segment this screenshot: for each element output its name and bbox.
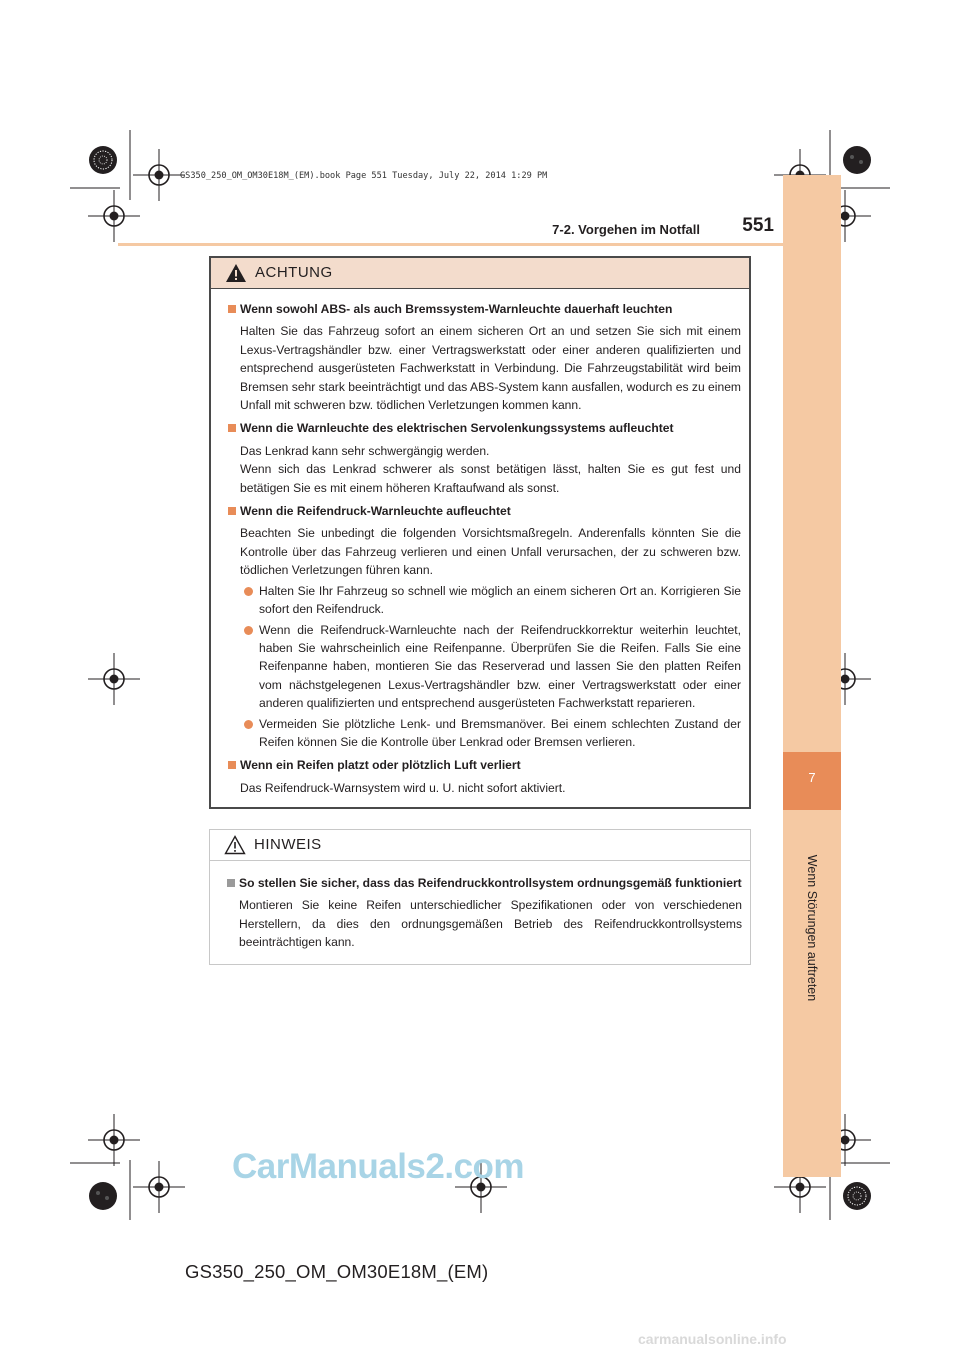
warning-section-title: Wenn ein Reifen platzt oder plötzlich Luft verliert	[228, 756, 741, 774]
warning-box	[209, 256, 751, 809]
page-number: 551	[742, 215, 774, 236]
registration-mark-icon	[88, 1114, 140, 1166]
warning-section-title: Wenn sowohl ABS- als auch Bremssystem-Warnleuchte dauerhaft leuchten	[228, 300, 741, 318]
footer-code: GS350_250_OM_OM30E18M_(EM)	[185, 1261, 489, 1282]
corner-mark-icon	[89, 1182, 117, 1210]
warning-section-title: Wenn die Warnleuchte des elektrischen Servolenkungssystems aufleuchtet	[228, 419, 741, 437]
list-item: Vermeiden Sie plötzliche Lenk- und Bremsmanöver. Bei einem schlechten Zustand der Reifen können Sie die Kontrolle über Lenkrad oder Bremsen verlieren.	[228, 715, 741, 752]
note-paragraph: Montieren Sie keine Reifen unterschiedlicher Spezifikationen oder von verschiedenen Herstellern, da dies den ordnungsgemäßen Betrieb des Reifendruckkontrollsystems beeinträchtigen kann.	[239, 898, 742, 950]
note-title: HINWEIS	[254, 836, 322, 853]
header-rule	[118, 243, 783, 246]
warning-title: ACHTUNG	[255, 264, 333, 281]
section-title: 7-2. Vorgehen im Notfall	[552, 222, 700, 237]
bullet-icon	[244, 626, 253, 635]
watermark: CarManuals2.com	[232, 1147, 525, 1186]
registration-mark-icon	[133, 1161, 185, 1213]
corner-mark-icon	[843, 146, 871, 174]
bullet-icon	[244, 720, 253, 729]
bullet-icon	[244, 587, 253, 596]
note-box	[209, 829, 751, 965]
note-box-header	[210, 830, 750, 861]
warning-box-header	[211, 258, 749, 289]
list-item: Halten Sie Ihr Fahrzeug so schnell wie möglich an einem sicheren Ort an. Korrigieren Sie sofort den Reifendruck.	[228, 582, 741, 619]
warning-content	[228, 300, 741, 797]
corner-mark-icon	[843, 1182, 871, 1210]
registration-mark-icon	[133, 149, 185, 201]
warning-section-title: Wenn die Reifendruck-Warnleuchte aufleuchtet	[228, 502, 741, 520]
warning-paragraph: Das Reifendruck-Warnsystem wird u. U. nicht sofort aktiviert.	[240, 780, 566, 795]
chapter-label: Wenn Störungen auftreten	[805, 854, 819, 1002]
print-slug: GS350_250_OM_OM30E18M_(EM).book Page 551 Tuesday, July 22, 2014 1:29 PM	[180, 171, 548, 181]
note-section-title: So stellen Sie sicher, dass das Reifendruckkontrollsystem ordnungsgemäß funktioniert	[227, 874, 742, 892]
list-item: Wenn die Reifendruck-Warnleuchte nach der Reifendruckkorrektur weiterhin leuchtet, haben Sie wahrscheinlich eine Reifenpanne. Überprüfen Sie die Reifen. Falls Sie eine Reifenpanne haben, montieren Sie das Reserverad und lassen Sie den platten Reifen vom nächstgelegenen Lexus-Vertragshändler bzw. einer Vertragswerkstatt oder einer anderen qualifizierten und entsprechend ausgerüsteten Fachwerkstatt reparieren.	[228, 621, 741, 713]
corner-watermark: carmanualsonline.info	[638, 1331, 787, 1347]
caution-triangle-icon	[224, 835, 246, 855]
registration-mark-icon	[88, 653, 140, 705]
warning-paragraph: Halten Sie das Fahrzeug sofort an einem sicheren Ort an und setzen Sie sich mit einem Lexus-Vertragshändler bzw. einer Vertragswerkstatt oder einer anderen qualifizierten und entsprechend ausgerüsteten Fachwerkstatt in Verbindung. Die Fahrzeugstabilität wird beim Bremsen sehr stark beeinträchtigt und das ABS-System kann ausfallen, wodurch es zu einem Unfall mit schweren bzw. tödlichen Verletzungen kommen kann.	[240, 324, 741, 413]
warning-triangle-icon	[225, 263, 247, 283]
chapter-number: 7	[808, 770, 816, 785]
corner-mark-icon	[89, 146, 117, 174]
registration-mark-icon	[88, 190, 140, 242]
warning-paragraph: Beachten Sie unbedingt die folgenden Vorsichtsmaßregeln. Anderenfalls könnten Sie die Kontrolle über das Fahrzeug verlieren und einen Unfall verursachen, der zu schweren bzw. tödlichen Verletzungen führen kann.	[240, 526, 741, 578]
note-content	[227, 874, 742, 952]
warning-paragraph: Das Lenkrad kann sehr schwergängig werden. Wenn sich das Lenkrad schwerer als sonst betätigen lässt, halten Sie es gut fest und betätigen Sie es mit einem höheren Kraftaufwand als sonst.	[240, 443, 741, 495]
